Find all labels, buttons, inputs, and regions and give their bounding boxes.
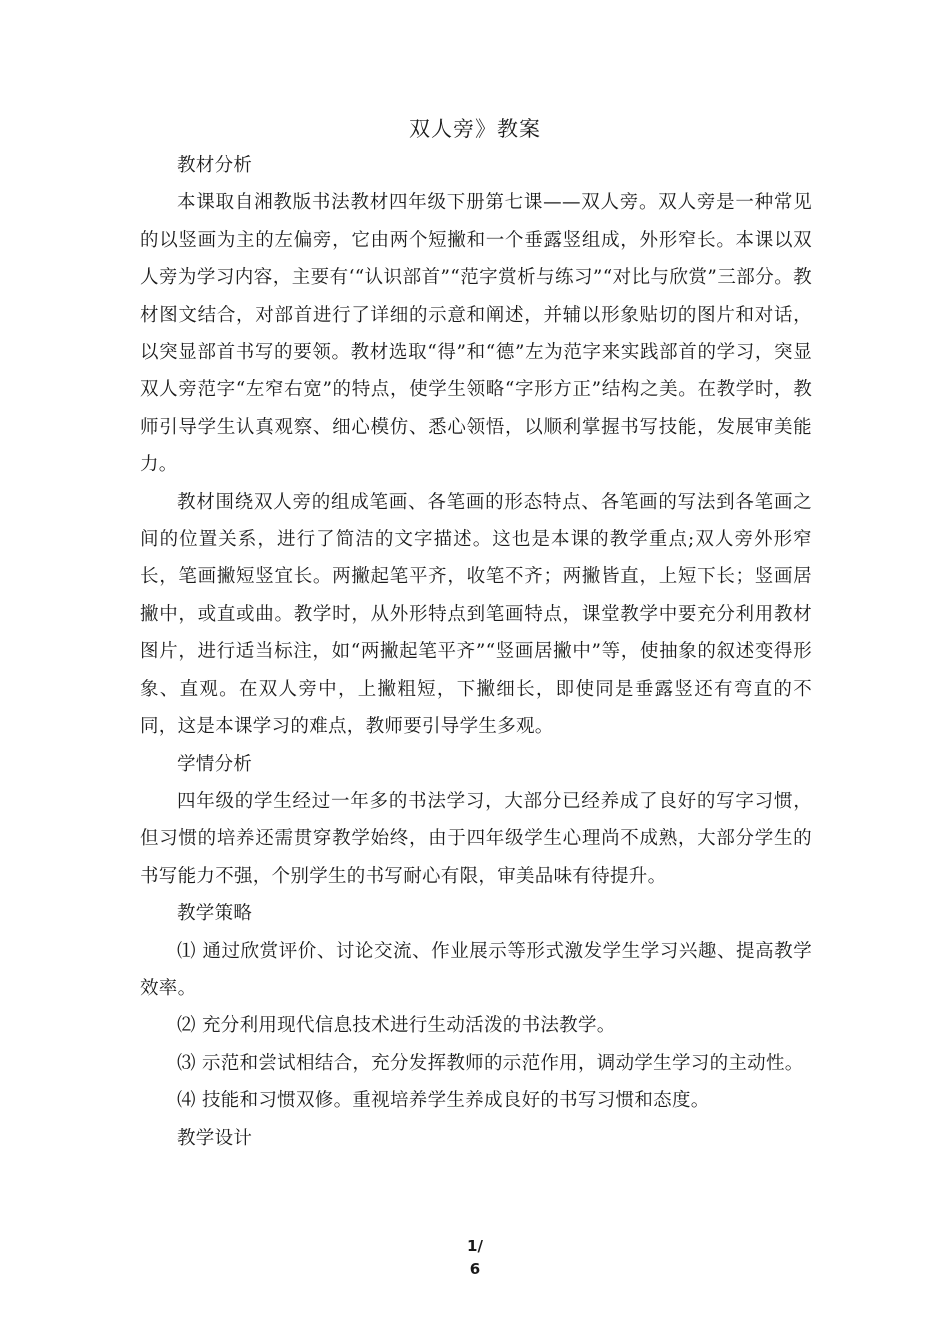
document-body bbox=[140, 147, 812, 1157]
section-heading-student-analysis: 学情分析 bbox=[177, 753, 253, 775]
strategy-item-4: ⑷ 技能和习惯双修。重视培养学生养成良好的书写习惯和态度。 bbox=[177, 1090, 710, 1112]
page-number bbox=[455, 1235, 495, 1281]
strategy-item-2: ⑵ 充分利用现代信息技术进行生动活泼的书法教学。 bbox=[177, 1015, 616, 1037]
page-number-total: 6 bbox=[469, 1260, 481, 1278]
paragraph-textbook-focus: 教材围绕双人旁的组成笔画、各笔画的形态特点、各笔画的写法到各笔画之间的位置关系，进行了简洁的文字描述。这也是本课的教学重点;双人旁外形窄长，笔画撇短竖宜长。两撇起笔平齐，收笔不齐；两撇皆直，上短下长；竖画居撇中，或直或曲。教学时，从外形特点到笔画特点，课堂教学中要充分利用教材图片，进行适当标注，如“两撇起笔平齐”“竖画居撇中”等，使抽象的叙述变得形象、直观。在双人旁中，上撇粗短，下撇细长，即使同是垂露竖还有弯直的不同，这是本课学习的难点，教师要引导学生多观。 bbox=[140, 491, 812, 738]
paragraph-textbook-intro: 本课取自湘教版书法教材四年级下册第七课——双人旁。双人旁是一种常见的以竖画为主的左偏旁，它由两个短撇和一个垂露竖组成，外形窄长。本课以双人旁为学习内容，主要有‘“认识部首”“范字赏析与练习”“对比与欣赏”三部分。教材图文结合，对部首进行了详细的示意和阐述，并辅以形象贴切的图片和对话，以突显部首书写的要领。教材选取“得”和“德”左为范字来实践部首的学习，突显双人旁范字“左窄右宽”的特点，使学生领略“字形方正”结构之美。在教学时，教师引导学生认真观察、细心模仿、悉心领悟，以顺利掌握书写技能，发展审美能力。 bbox=[140, 192, 812, 476]
section-heading-teaching-strategy: 教学策略 bbox=[177, 903, 253, 925]
section-heading-teaching-design: 教学设计 bbox=[177, 1127, 253, 1149]
section-heading-textbook-analysis: 教材分析 bbox=[177, 155, 253, 176]
page-number-current: 1/ bbox=[467, 1237, 483, 1255]
strategy-item-1: ⑴ 通过欣赏评价、讨论交流、作业展示等形式激发学生学习兴趣、提高教学效率。 bbox=[140, 940, 812, 999]
strategy-item-3: ⑶ 示范和尝试相结合，充分发挥教师的示范作用，调动学生学习的主动性。 bbox=[177, 1052, 804, 1074]
paragraph-student-analysis: 四年级的学生经过一年多的书法学习，大部分已经养成了良好的写字习惯，但习惯的培养还需贯穿教学始终，由于四年级学生心理尚不成熟，大部分学生的书写能力不强，个别学生的书写耐心有限，审美品味有待提升。 bbox=[140, 790, 812, 887]
document-title: 双人旁》教案 bbox=[409, 117, 541, 141]
